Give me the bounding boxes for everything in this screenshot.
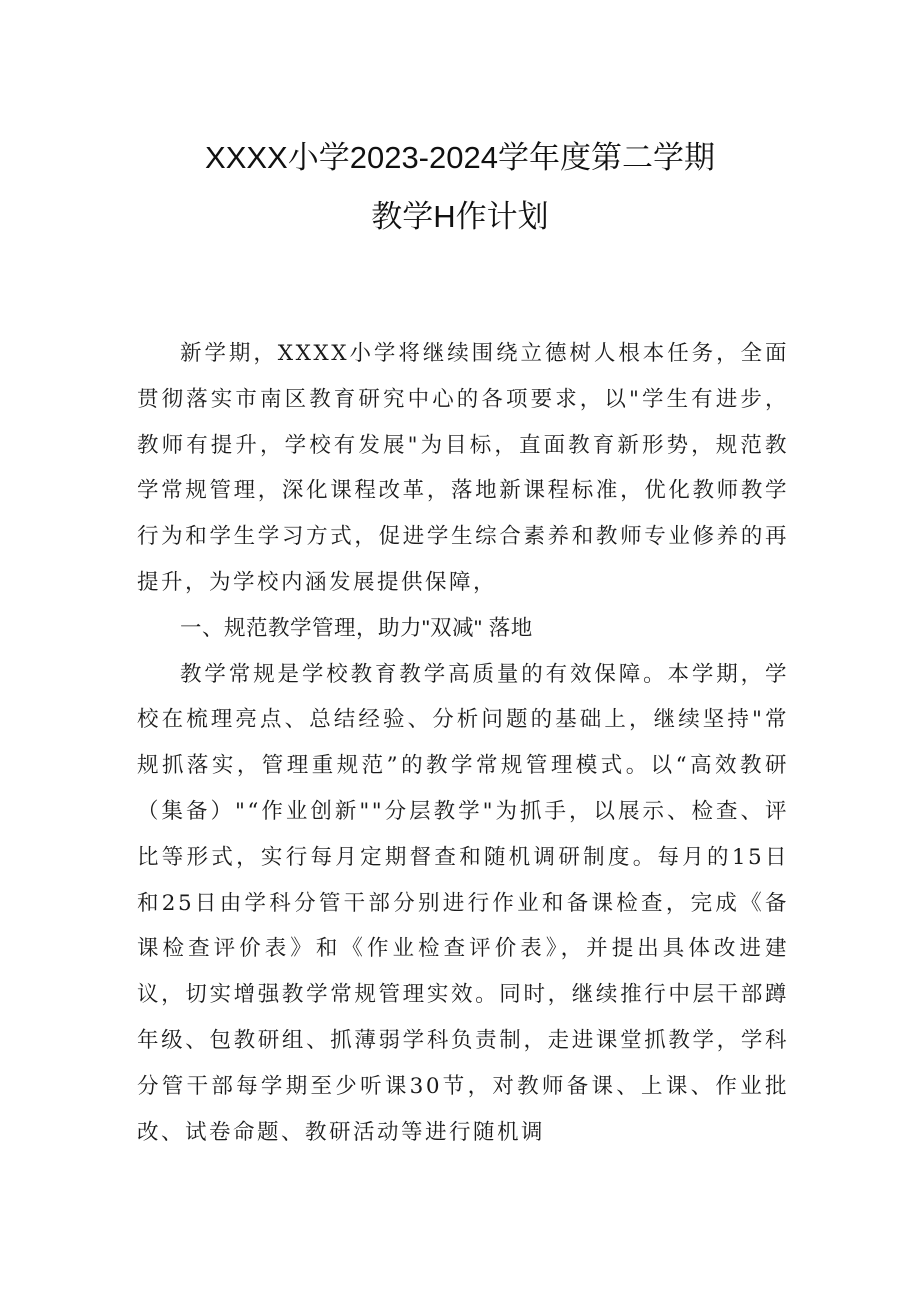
section-1-paragraph: 教学常规是学校教育教学高质量的有效保障。本学期，学校在梳理亮点、总结经验、分析问题的基础上，继续坚持"常规抓落实，管理重规范”的教学常规管理模式。以“高效教研（集备）"“作业创新""分层教学"为抓手，以展示、检查、评比等形式，实行每月定期督查和随机调研制度。每月的15日和25日由学科分管干部分别进行作业和备课检查，完成《备课检查评价表》和《作业检查评价表》，并提出具体改进建议，切实增强教学常规管理实效。同时，继续推行中层干部蹲年级、包教研组、抓薄弱学科负责制，走进课堂抓教学，学科分管干部每学期至少听课30节，对教师备课、上课、作业批改、试卷命题、教研活动等进行随机调	[137, 661, 789, 1145]
section-heading-1: 一、规范教学管理，助力"双减" 落地	[180, 615, 533, 640]
document-body	[137, 331, 789, 1155]
document-title-line-2: 教学H作计划	[371, 199, 549, 234]
intro-paragraph: 新学期，XXXX小学将继续围绕立德树人根本任务，全面贯彻落实市南区教育研究中心的各项要求，以"学生有进步，教师有提升，学校有发展"为目标，直面教育新形势，规范教学常规管理，深化课程改革，落地新课程标准，优化教师教学行为和学生学习方式，促进学生综合素养和教师专业修养的再提升，为学校内涵发展提供保障，	[137, 341, 789, 595]
document-title-line-1: XXXX小学2023-2024学年度第二学期	[205, 140, 715, 175]
